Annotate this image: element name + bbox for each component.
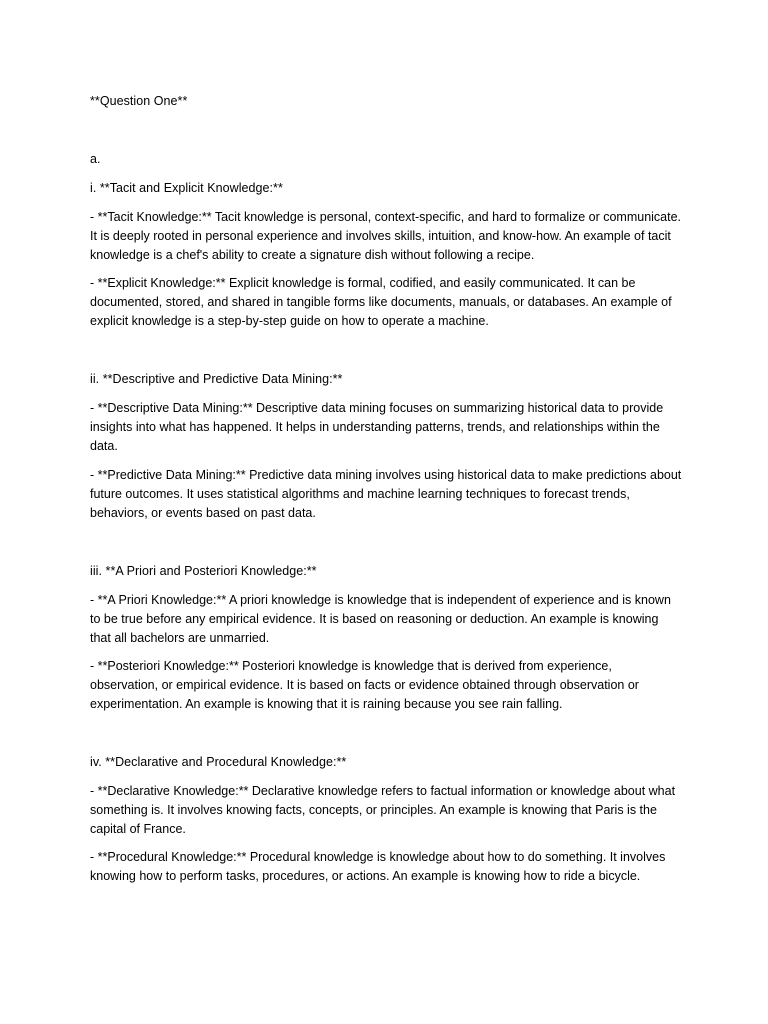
section-heading-tacit-explicit: i. **Tacit and Explicit Knowledge:** xyxy=(90,181,283,195)
item-descriptive-data-mining: - **Descriptive Data Mining:** Descriptive data mining focuses on summarizing historical data to provide insights into what has happened. It helps in understanding patterns, trends, and relationships within the data. xyxy=(90,401,664,453)
item-declarative-knowledge: - **Declarative Knowledge:** Declarative knowledge refers to factual information or knowledge about what something is. It involves knowing facts, concepts, or principles. An example is knowing that Paris is the capital of France. xyxy=(90,784,676,836)
item-tacit-knowledge: - **Tacit Knowledge:** Tacit knowledge is personal, context-specific, and hard to formalize or communicate. It is deeply rooted in personal experience and involves skills, intuition, and know-how. An example of tacit knowledge is a chef's ability to create a signature dish without following a recipe. xyxy=(90,210,682,262)
item-procedural-knowledge: - **Procedural Knowledge:** Procedural knowledge is knowledge about how to do something. It involves knowing how to perform tasks, procedures, or actions. An example is knowing how to ride a bicycle. xyxy=(90,850,666,883)
item-predictive-data-mining: - **Predictive Data Mining:** Predictive data mining involves using historical data to make predictions about future outcomes. It uses statistical algorithms and machine learning techniques to forecast trends, behaviors, or events based on past data. xyxy=(90,468,682,520)
section-heading-apriori-posteriori: iii. **A Priori and Posteriori Knowledge:** xyxy=(90,564,317,578)
section-heading-declarative-procedural: iv. **Declarative and Procedural Knowledge:** xyxy=(90,755,347,769)
item-explicit-knowledge: - **Explicit Knowledge:** Explicit knowledge is formal, codified, and easily communicated. It can be documented, stored, and shared in tangible forms like documents, manuals, or databases. An example of explicit knowledge is a step-by-step guide on how to operate a machine. xyxy=(90,276,672,328)
document-title: **Question One** xyxy=(90,94,188,108)
section-heading-data-mining: ii. **Descriptive and Predictive Data Mining:** xyxy=(90,372,343,386)
item-posteriori-knowledge: - **Posteriori Knowledge:** Posteriori knowledge is knowledge that is derived from experience, observation, or empirical evidence. It is based on facts or evidence obtained through observation or experimentation. An example is knowing that it is raining because you see rain falling. xyxy=(90,659,639,711)
item-a-priori-knowledge: - **A Priori Knowledge:** A priori knowledge is knowledge that is independent of experience and is known to be true before any empirical evidence. It is based on reasoning or deduction. An example is knowing that all bachelors are unmarried. xyxy=(90,593,671,645)
part-label: a. xyxy=(90,152,101,166)
